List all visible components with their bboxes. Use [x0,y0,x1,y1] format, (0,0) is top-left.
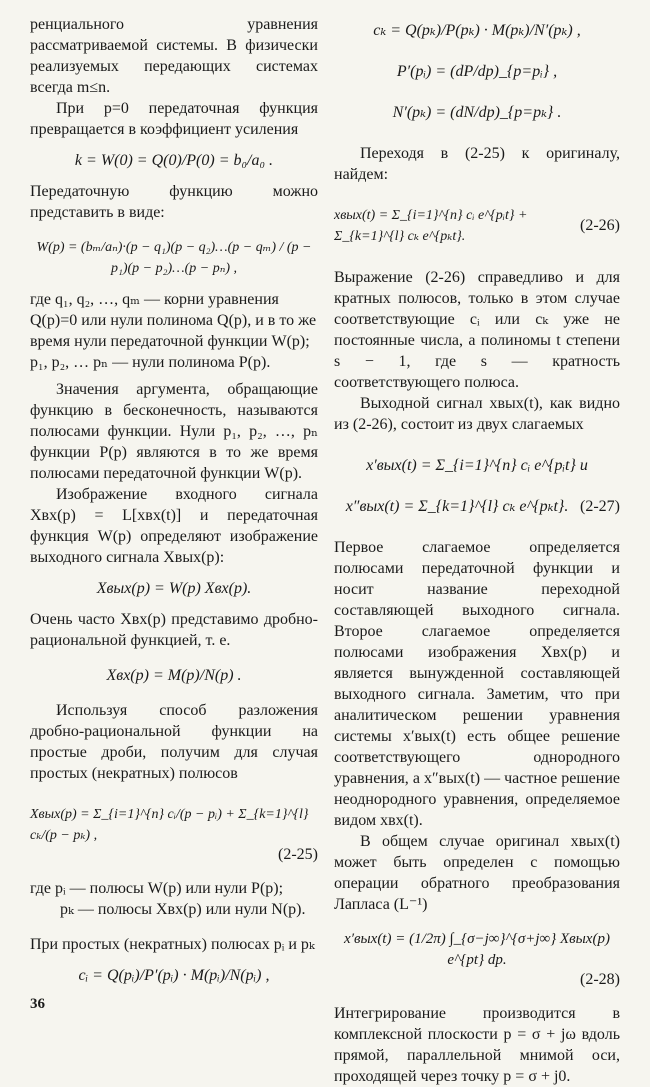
equation-number: (2-28) [580,971,620,988]
formula-row [334,496,620,517]
equation-number: (2-26) [580,217,620,234]
formula: x′вых(t) = Σ_{i=1}^{n} cᵢ e^{pᵢt} и [366,457,588,474]
paragraph: Передаточную функцию можно представить в виде: [30,183,318,221]
formula-row [30,804,318,846]
paragraph: Значения аргумента, обращающие функцию в бесконечность, называются полюсами функции. Нули p₁, p₂, …, pₙ функции P(p) являются в то же время полюсами передаточной функции W(p). [30,381,318,482]
paragraph: Выходной сигнал xвых(t), как видно из (2-26), состоит из двух слагаемых [334,395,620,433]
paragraph: Изображение входного сигнала Xвх(p) = L[xвх(t)] и передаточная функция W(p) определяют изображение выходного сигнала Xвых(p): [30,486,318,566]
paragraph: Первое слагаемое определяется полюсами передаточной функции и носит название переходной составляющей выходного сигнала. Второе слагаемое определяется полюсами изображения Xвх(p) и является вынужденной составляющей выходного сигнала. Заметим, что при аналитическом решении уравнения системы x′вых(t) есть общее решение соответствующего однородного уравнения, а x″вых(t) — частное решение неоднородного уравнения, определяемое видом xвх(t). [334,539,620,829]
paragraph: При простых (некратных) полюсах pᵢ и pₖ [30,936,315,953]
formula: N′(pₖ) = (dN/dp)_{p=pₖ} . [392,104,562,121]
formula: cₖ = Q(pₖ)/P(pₖ) · M(pₖ)/N′(pₖ) , [373,22,581,39]
formula: cᵢ = Q(pᵢ)/P′(pᵢ) · M(pᵢ)/N(pᵢ) , [78,967,270,984]
formula: Xвых(p) = Σ_{i=1}^{n} cᵢ/(p − pᵢ) + Σ_{k=1}^{l} cₖ/(p − pₖ) , [30,807,309,843]
formula: Xвх(p) = M(p)/N(p) . [106,667,242,684]
formula: P′(pᵢ) = (dP/dp)_{p=pᵢ} , [396,63,558,80]
formula: xвых(t) = Σ_{i=1}^{n} cᵢ e^{pᵢt} + Σ_{k=1}^{l} cₖ e^{pₖt}. [334,208,528,244]
paragraph: Очень часто Xвх(p) представимо дробно-рациональной функцией, т. е. [30,611,318,649]
definition-item: pₖ — полюсы Xвх(p) или нули N(p). [60,901,306,918]
right-column [334,14,620,1087]
paragraph: Интегрирование производится в комплексной плоскости p = σ + jω вдоль прямой, параллельной мнимой оси, проходящей через точку p = σ + j0. [334,1005,620,1085]
equation-number: (2-27) [580,497,620,515]
equation-number: (2-25) [278,846,318,863]
definition-item: p₁, p₂, … pₙ — нули полинома P(p). [30,354,271,371]
formula-row [334,205,620,247]
formula: Xвых(p) = W(p) Xвх(p). [96,580,252,597]
paragraph: При p=0 передаточная функция превращается в коэффициент усиления [30,100,318,138]
page-number: 36 [30,996,45,1012]
paragraph: В общем случае оригинал xвых(t) может быть определен с помощью операции обратного преобразования Лапласа (L⁻¹) [334,833,620,913]
formula: x″вых(t) = Σ_{k=1}^{l} cₖ e^{pₖt}. [345,498,569,515]
definition-item: где pᵢ — полюсы W(p) или нули P(p); [30,880,284,897]
paragraph: Выражение (2-26) справедливо и для кратных полюсов, только в этом случае соответствующие cᵢ или cₖ уже не постоянные числа, а полиномы t степени s − 1, где s — кратность соответствующего полюса. [334,269,620,391]
paragraph: ренциального уравнения рассматриваемой системы. В физически реализуемых передающих системах всегда m≤n. [30,16,318,96]
paragraph: Используя способ разложения дробно-рациональной функции на простые дроби, получим для случая простых (некратных) полюсов [30,702,318,782]
left-column [30,14,318,986]
formula: x′вых(t) = (1/2π) ∫_{σ−j∞}^{σ+j∞} Xвых(p) e^{pt} dp. [344,931,610,968]
definition-item: где q₁, q₂, …, qₘ — корни уравнения Q(p)=0 или нули полинома Q(p), и в то же время нули передаточной функции W(p); [30,291,317,350]
paragraph: Переходя в (2-25) к оригиналу, найдем: [334,145,620,183]
formula: W(p) = (bₘ/aₙ)·(p − q₁)(p − q₂)…(p − qₘ) / (p − p₁)(p − p₂)…(p − pₙ) , [36,240,312,276]
formula: k = W(0) = Q(0)/P(0) = b₀/a₀ . [74,152,274,169]
